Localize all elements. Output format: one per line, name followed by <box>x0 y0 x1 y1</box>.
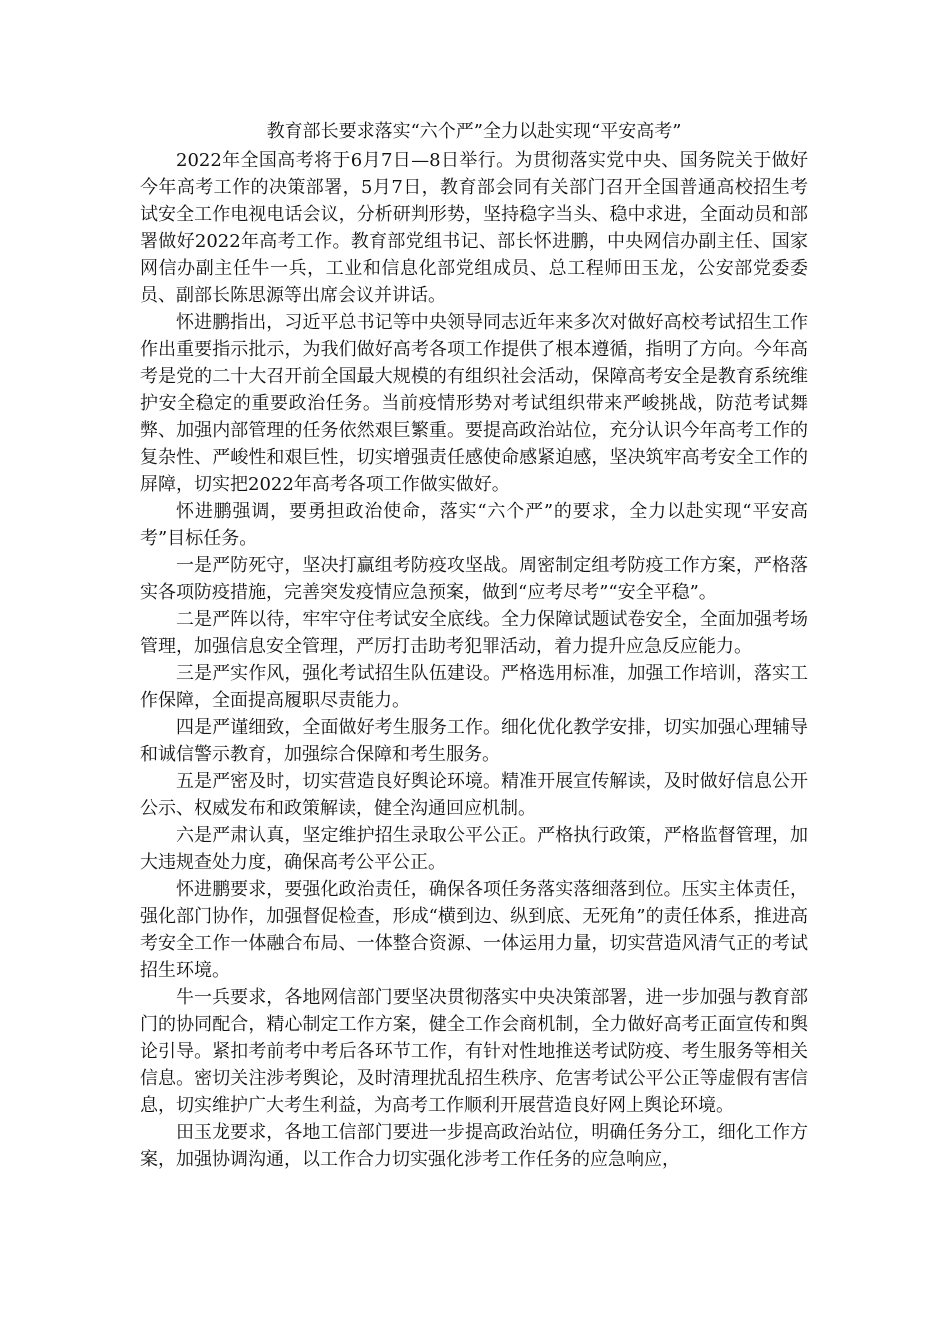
paragraph: 二是严阵以待，牢牢守住考试安全底线。全力保障试题试卷安全，全面加强考场管理，加强信息安全管理，严厉打击助考犯罪活动，着力提升应急反应能力。 <box>140 609 808 657</box>
paragraph: 怀进鹏要求，要强化政治责任，确保各项任务落实落细落到位。压实主体责任，强化部门协作，加强督促检查，形成“横到边、纵到底、无死角”的责任体系，推进高考安全工作一体融合布局、一体整合资源、一体运用力量，切实营造风清气正的考试招生环境。 <box>140 879 808 981</box>
paragraph: 怀进鹏指出，习近平总书记等中央领导同志近年来多次对做好高校考试招生工作作出重要指示批示，为我们做好高考各项工作提供了根本遵循，指明了方向。今年高考是党的二十大召开前全国最大规模的有组织社会活动，保障高考安全是教育系统维护安全稳定的重要政治任务。当前疫情形势对考试组织带来严峻挑战，防范考试舞弊、加强内部管理的任务依然艰巨繁重。要提高政治站位，充分认识今年高考工作的复杂性、严峻性和艰巨性，切实增强责任感使命感紧迫感，坚决筑牢高考安全工作的屏障，切实把2022年高考各项工作做实做好。 <box>140 312 808 495</box>
paragraph: 怀进鹏强调，要勇担政治使命，落实“六个严”的要求，全力以赴实现“平安高考”目标任务。 <box>140 501 808 549</box>
document-title: 教育部长要求落实“六个严”全力以赴实现“平安高考” <box>266 121 682 142</box>
paragraph: 一是严防死守，坚决打赢组考防疫攻坚战。周密制定组考防疫工作方案，严格落实各项防疫措施，完善突发疫情应急预案，做到“应考尽考”“安全平稳”。 <box>140 555 808 603</box>
paragraph: 2022年全国高考将于6月7日—8日举行。为贯彻落实党中央、国务院关于做好今年高考工作的决策部署，5月7日，教育部会同有关部门召开全国普通高校招生考试安全工作电视电话会议，分析研判形势，坚持稳字当头、稳中求进，全面动员和部署做好2022年高考工作。教育部党组书记、部长怀进鹏，中央网信办副主任、国家网信办副主任牛一兵，工业和信息化部党组成员、总工程师田玉龙，公安部党委委员、副部长陈思源等出席会议并讲话。 <box>140 150 808 306</box>
paragraph: 牛一兵要求，各地网信部门要坚决贯彻落实中央决策部署，进一步加强与教育部门的协同配合，精心制定工作方案，健全工作会商机制，全力做好高考正面宣传和舆论引导。紧扣考前考中考后各环节工作，有针对性地推送考试防疫、考生服务等相关信息。密切关注涉考舆论，及时清理扰乱招生秩序、危害考试公平公正等虚假有害信息，切实维护广大考生利益，为高考工作顺利开展营造良好网上舆论环境。 <box>140 987 808 1116</box>
document-page <box>140 118 808 1173</box>
paragraph: 五是严密及时，切实营造良好舆论环境。精准开展宣传解读，及时做好信息公开公示、权威发布和政策解读，健全沟通回应机制。 <box>140 771 808 819</box>
paragraph: 三是严实作风，强化考试招生队伍建设。严格选用标准，加强工作培训，落实工作保障，全面提高履职尽责能力。 <box>140 663 808 711</box>
paragraph: 六是严肃认真，坚定维护招生录取公平公正。严格执行政策，严格监督管理，加大违规查处力度，确保高考公平公正。 <box>140 825 808 873</box>
paragraph: 四是严谨细致，全面做好考生服务工作。细化优化教学安排，切实加强心理辅导和诚信警示教育，加强综合保障和考生服务。 <box>140 717 808 765</box>
paragraph: 田玉龙要求，各地工信部门要进一步提高政治站位，明确任务分工，细化工作方案，加强协调沟通，以工作合力切实强化涉考工作任务的应急响应， <box>140 1122 808 1170</box>
